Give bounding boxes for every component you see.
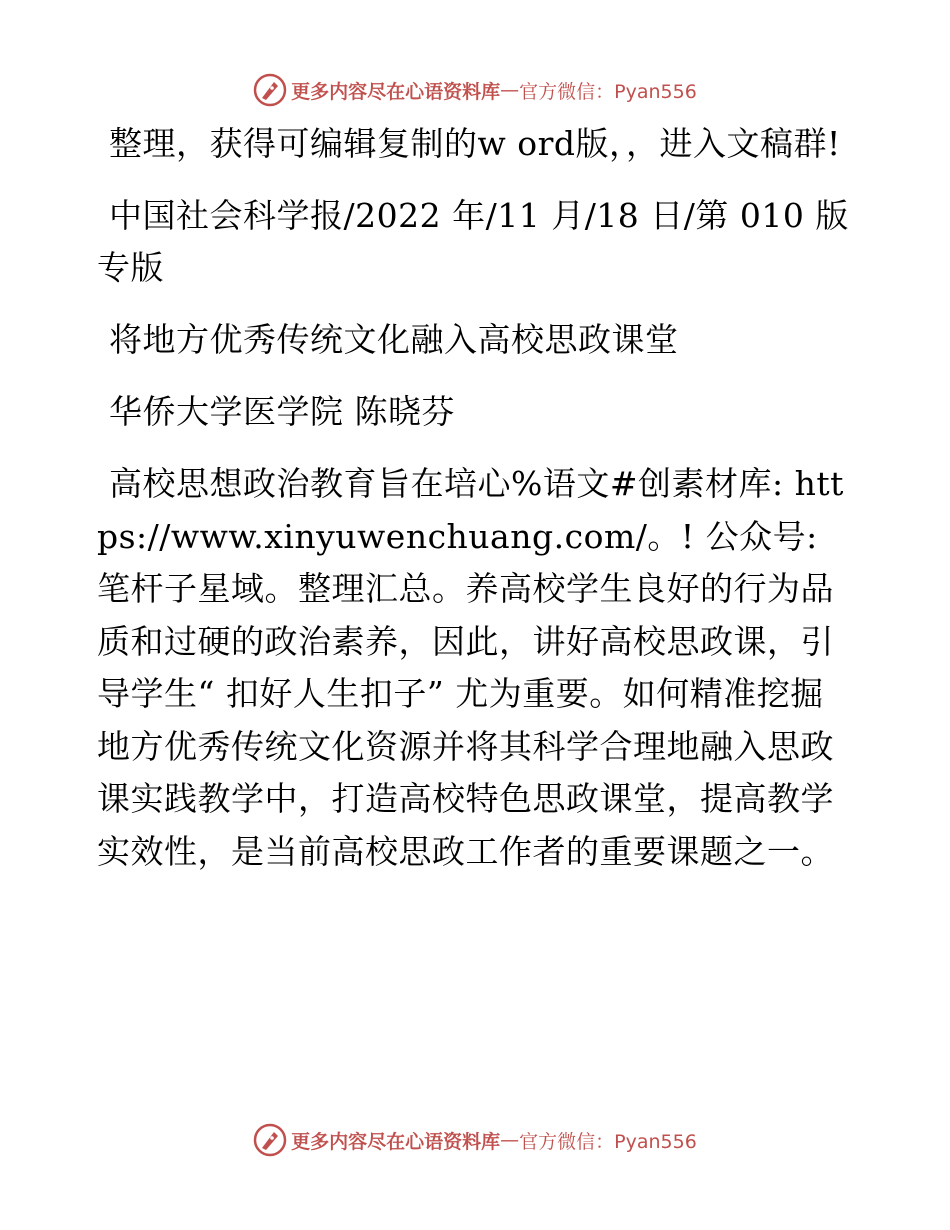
pen-nib-logo-icon	[253, 73, 287, 107]
document-author: 华侨大学医学院 陈晓芬	[109, 392, 455, 431]
banner-separator: —	[500, 79, 520, 101]
banner-separator: —	[500, 1129, 520, 1151]
document-content	[97, 118, 849, 898]
header-watermark-banner	[0, 70, 950, 110]
pen-nib-logo-icon	[253, 1123, 287, 1157]
document-notice: 整理，获得可编辑复制的w ord版，，进入文稿群!	[109, 124, 841, 163]
banner-contact: 官方微信：Pyan556	[519, 80, 697, 103]
document-body: 高校思想政治教育旨在培心%语文#创素材库: https://www.xinyuwenchuang.com/。! 公众号: 笔杆子星域。整理汇总。养高校学生良好的行为品质和过硬的政治素养，因此，讲好高校思政课，引导学生“ 扣好人生扣子” 尤为重要。如何精准挖掘地方优秀传统文化资源并将其科学合理地融入思政课实践教学中，打造高校特色思政课堂，提高教学实效性，是当前高校思政工作者的重要课题之一。	[97, 464, 844, 871]
banner-text: 更多内容尽在心语资料库	[291, 80, 501, 103]
banner-contact: 官方微信：Pyan556	[519, 1130, 697, 1153]
document-title: 将地方优秀传统文化融入高校思政课堂	[109, 320, 679, 359]
banner-text: 更多内容尽在心语资料库	[291, 1130, 501, 1153]
document-source: 中国社会科学报/2022 年/11 月/18 日/第 010 版专版	[97, 196, 849, 287]
footer-watermark-banner	[0, 1120, 950, 1160]
